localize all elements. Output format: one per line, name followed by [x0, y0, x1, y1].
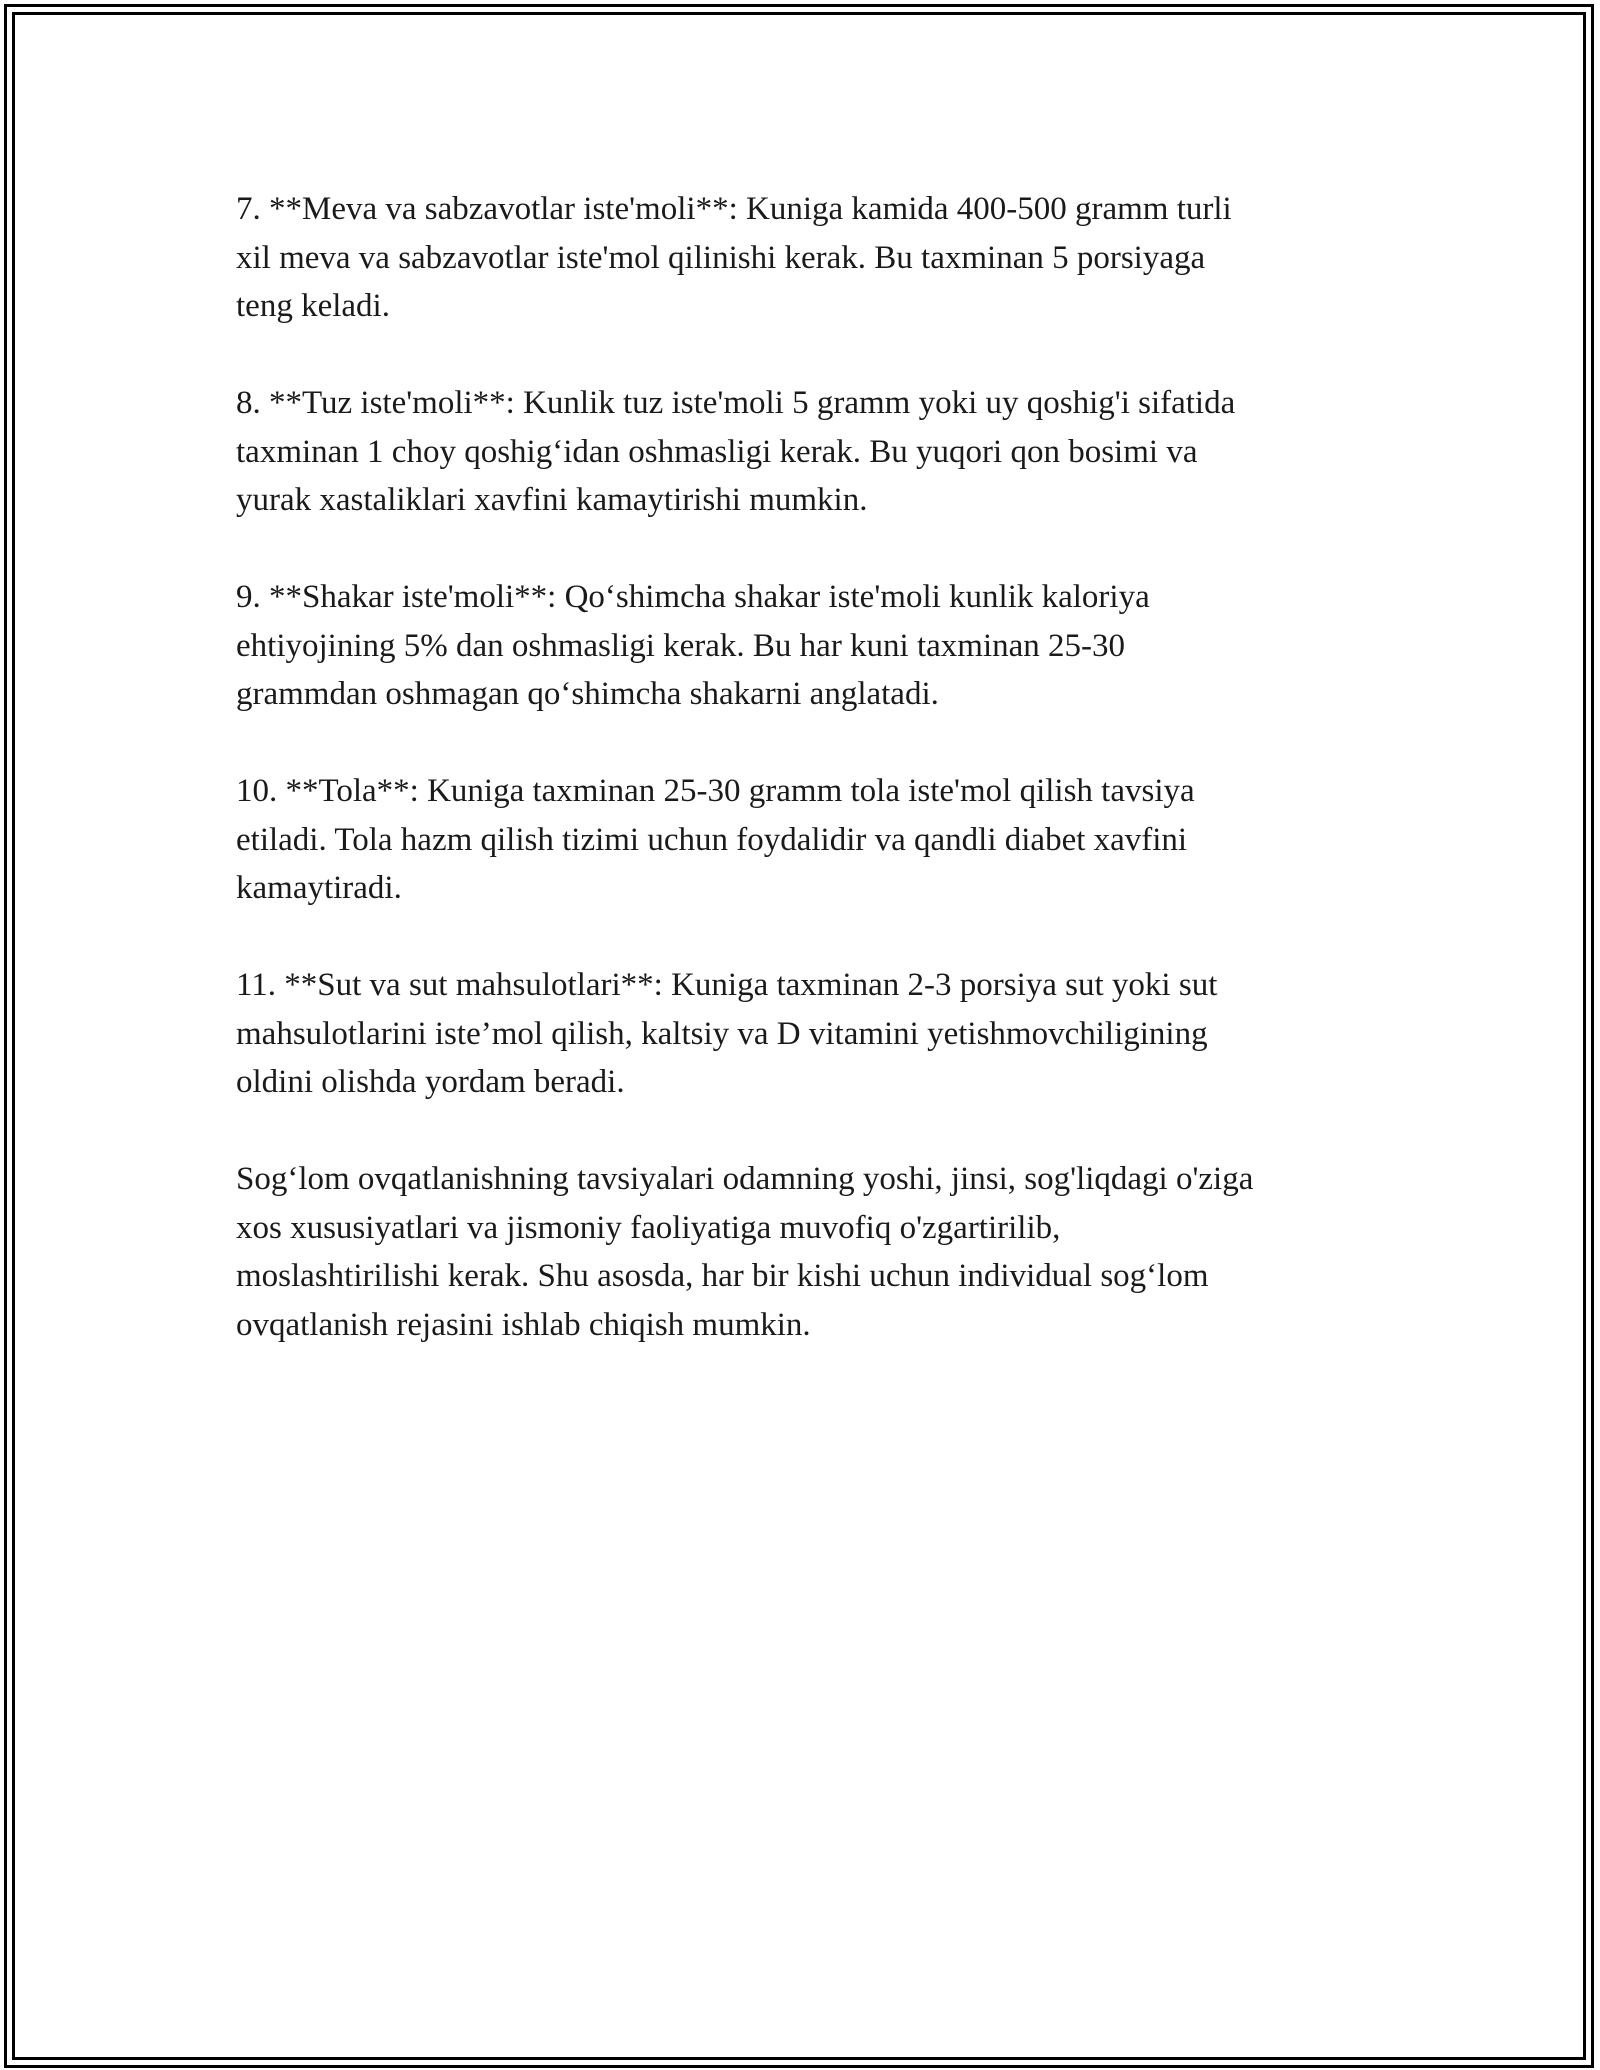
- document-body: [236, 185, 1376, 1398]
- paragraph-fruits-vegetables: 7. **Meva va sabzavotlar iste'moli**: Kuniga kamida 400-500 gramm turli xil meva va sabzavotlar iste'mol qilinishi kerak. Bu taxminan 5 porsiyaga teng keladi.: [236, 191, 1232, 324]
- paragraph-salt: 8. **Tuz iste'moli**: Kunlik tuz iste'moli 5 gramm yoki uy qoshig'i sifatida taxminan 1 choy qoshig‘idan oshmasligi kerak. Bu yuqori qon bosimi va yurak xastaliklari xavfini kamaytirishi mumkin.: [236, 385, 1236, 518]
- paragraph-sugar: 9. **Shakar iste'moli**: Qo‘shimcha shakar iste'moli kunlik kaloriya ehtiyojining 5% dan oshmasligi kerak. Bu har kuni taxminan 25-30 grammdan oshmagan qo‘shimcha shakarni anglatadi.: [236, 579, 1150, 712]
- paragraph-fiber: 10. **Tola**: Kuniga taxminan 25-30 gramm tola iste'mol qilish tavsiya etiladi. Tola hazm qilish tizimi uchun foydalidir va qandli diabet xavfini kamaytiradi.: [236, 773, 1195, 906]
- paragraph-dairy: 11. **Sut va sut mahsulotlari**: Kuniga taxminan 2-3 porsiya sut yoki sut mahsulotlarini iste’mol qilish, kaltsiy va D vitamini yetishmovchiligining oldini olishda yordam beradi.: [236, 967, 1218, 1100]
- paragraph-conclusion: Sog‘lom ovqatlanishning tavsiyalari odamning yoshi, jinsi, sog'liqdagi o'ziga xos xususiyatlari va jismoniy faoliyatiga muvofiq o'zgartirilib, moslashtirilishi kerak. Shu asosda, har bir kishi uchun individual sog‘lom ovqatlanish rejasini ishlab chiqish mumkin.: [236, 1161, 1254, 1343]
